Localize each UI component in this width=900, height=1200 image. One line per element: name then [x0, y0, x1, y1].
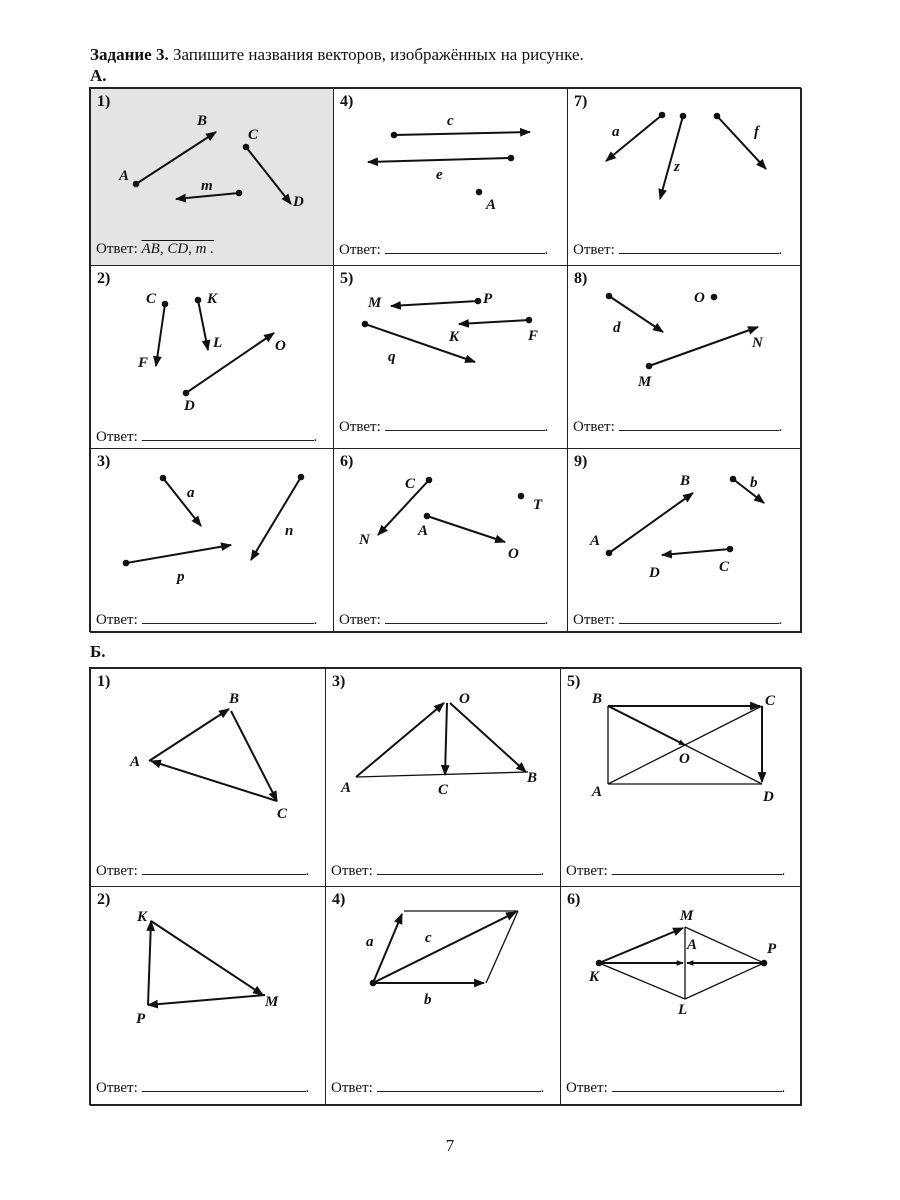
answer-line: Ответ: . — [96, 612, 318, 628]
figure-label: N — [752, 335, 763, 351]
cell-number: 3) — [332, 673, 346, 690]
point-label: A — [119, 168, 130, 184]
vector-line — [394, 132, 530, 135]
cell-number: 2) — [97, 891, 111, 908]
cell-a6 — [333, 448, 568, 633]
vector-line — [599, 928, 683, 963]
cell-a9 — [567, 448, 802, 633]
answer-blank[interactable] — [619, 611, 779, 624]
figure-label: O — [275, 338, 286, 354]
answer-label: Ответ: — [96, 863, 138, 879]
cell-b4 — [325, 886, 561, 1106]
vector-line — [148, 995, 265, 1005]
answer-blank[interactable] — [612, 862, 782, 875]
point-dot — [426, 477, 433, 484]
point-dot — [761, 960, 768, 967]
point-dot — [508, 155, 515, 162]
vector-line — [373, 914, 402, 983]
cell-b3 — [325, 668, 561, 887]
point-dot — [526, 317, 533, 324]
vector-figure — [91, 669, 327, 888]
point-dot — [133, 181, 140, 188]
figure-label: A — [130, 754, 141, 770]
figure-label: D — [184, 398, 195, 414]
figure-label: P — [483, 291, 493, 307]
point-dot — [659, 112, 666, 119]
point-dot — [243, 144, 250, 151]
figure-label: c — [425, 930, 432, 946]
answer-blank[interactable] — [385, 611, 545, 624]
answer-label: Ответ: — [573, 612, 615, 628]
vector-figure — [326, 669, 562, 888]
figure-label: n — [285, 523, 294, 539]
cell-a4 — [333, 88, 568, 266]
point-label: C — [248, 127, 259, 143]
point-dot — [195, 297, 202, 304]
vector-line — [368, 158, 511, 162]
answer-blank[interactable] — [142, 1079, 306, 1092]
answer-line: Ответ: . — [96, 863, 310, 879]
figure-label: M — [638, 374, 652, 390]
point-dot — [714, 113, 721, 120]
vector-line — [373, 912, 516, 983]
answer-line: Ответ: . — [566, 1080, 786, 1096]
answer-label: Ответ: — [339, 612, 381, 628]
cell-a1 — [90, 88, 334, 266]
point-dot — [476, 189, 483, 196]
figure-label: K — [207, 291, 218, 307]
vector-line — [156, 304, 165, 366]
task-title: Задание 3. — [90, 45, 169, 64]
answer-label: Ответ: — [566, 863, 608, 879]
point-dot — [606, 293, 613, 300]
vector-cd — [246, 147, 291, 204]
answer-blank[interactable] — [142, 611, 314, 624]
cell-a7 — [567, 88, 802, 266]
vector-line — [649, 327, 758, 366]
cell-number: 3) — [97, 453, 111, 470]
cell-number: 1) — [97, 673, 111, 690]
answer-line: Ответ: . — [339, 242, 549, 258]
answer-line: Ответ: . — [96, 1080, 310, 1096]
vector-line — [660, 116, 683, 199]
vector-line — [126, 545, 231, 563]
cell-number: 9) — [574, 453, 588, 470]
vector-line — [662, 549, 730, 555]
figure-label: p — [177, 569, 185, 585]
point-dot — [362, 321, 369, 328]
answer-label: Ответ: — [339, 419, 381, 435]
point-dot — [160, 475, 167, 482]
figure-label: A — [592, 784, 603, 800]
figure-label: f — [754, 124, 759, 140]
cell-b2 — [90, 886, 326, 1106]
figure-label: O — [459, 691, 470, 707]
point-dot — [646, 363, 653, 370]
point-dot — [596, 960, 603, 967]
figure-label: K — [449, 329, 460, 345]
figure-label: a — [187, 485, 195, 501]
answer-line — [96, 241, 214, 258]
answer-blank[interactable] — [377, 1079, 541, 1092]
figure-label: L — [213, 335, 223, 351]
answer-line: Ответ: . — [573, 612, 783, 628]
answer-label: Ответ: — [339, 242, 381, 258]
cell-number: 6) — [567, 891, 581, 908]
figure-label: D — [649, 565, 660, 581]
answer-line: Ответ: . — [339, 419, 549, 435]
figure-label: c — [447, 113, 454, 129]
answer-blank[interactable] — [612, 1079, 782, 1092]
answer-label: Ответ: — [331, 863, 373, 879]
vector-figure — [561, 669, 803, 888]
answer-label: Ответ: — [96, 429, 138, 445]
vector-line — [149, 709, 229, 761]
vector-line — [685, 745, 762, 784]
point-dot — [680, 113, 687, 120]
point-dot — [236, 190, 243, 197]
cell-number: 4) — [332, 891, 346, 908]
point-dot — [298, 474, 305, 481]
figure-label: P — [136, 1011, 146, 1027]
vector-figure — [91, 887, 327, 1107]
vector-line — [599, 963, 685, 999]
cell-b5 — [560, 668, 802, 887]
section-b-label: Б. — [90, 642, 106, 661]
figure-label: O — [679, 751, 690, 767]
point-dot — [727, 546, 734, 553]
point-dot — [162, 301, 169, 308]
figure-label: C — [719, 559, 730, 575]
cell-a8 — [567, 265, 802, 449]
point-dot — [730, 476, 737, 483]
vector-line — [151, 761, 277, 801]
cell-number: 5) — [340, 270, 354, 287]
vector-figure — [561, 887, 803, 1107]
figure-label: A — [590, 533, 601, 549]
cell-number: 2) — [97, 270, 111, 287]
figure-label: B — [592, 691, 603, 707]
point-dot — [711, 294, 718, 301]
vector-line — [609, 493, 693, 553]
vector-figure — [326, 887, 562, 1107]
figure-label: N — [359, 532, 370, 548]
answer-blank[interactable] — [385, 418, 545, 431]
figure-label: C — [438, 782, 449, 798]
figure-label: F — [528, 328, 539, 344]
vector-line — [148, 921, 151, 1005]
answer-label: Ответ: — [96, 1080, 138, 1096]
answer-label: Ответ: — [96, 612, 138, 628]
vector-line — [608, 706, 685, 745]
section-a-label: А. — [90, 66, 107, 85]
figure-label: B — [680, 473, 691, 489]
figure-label: M — [265, 994, 279, 1010]
point-label: D — [293, 194, 304, 210]
figure-label: q — [388, 349, 396, 365]
point-label: B — [197, 113, 208, 129]
cell-number: 7) — [574, 93, 588, 110]
answer-blank[interactable] — [142, 862, 306, 875]
cell-a5 — [333, 265, 568, 449]
figure-label: D — [763, 789, 774, 805]
point-dot — [391, 132, 398, 139]
answer-blank[interactable] — [385, 241, 545, 254]
task-instruction: Запишите названия векторов, изображённых на рисунке. — [172, 45, 584, 64]
vector-label: m — [201, 178, 213, 194]
vector-line — [151, 921, 263, 995]
section-b-grid — [89, 667, 801, 1105]
answer-line: Ответ: . — [573, 242, 783, 258]
answer-line: Ответ: . — [96, 429, 318, 445]
figure-label: K — [137, 909, 148, 925]
cell-b1 — [90, 668, 326, 887]
vector-line — [450, 703, 526, 772]
point-dot — [475, 298, 482, 305]
vector-line — [486, 911, 518, 983]
figure-label: C — [405, 476, 416, 492]
task-header — [90, 44, 850, 66]
vector-line — [186, 333, 274, 393]
answer-blank[interactable] — [619, 241, 779, 254]
figure-label: L — [678, 1002, 688, 1018]
figure-label: z — [674, 159, 680, 175]
answer-label: Ответ: — [96, 241, 138, 257]
cell-b6 — [560, 886, 802, 1106]
vector-line — [356, 772, 528, 777]
point-dot — [370, 980, 377, 987]
figure-label: A — [687, 937, 698, 953]
cell-number: 1) — [97, 93, 111, 110]
vector-figure — [334, 449, 569, 634]
vector-line — [427, 516, 505, 542]
answer-line: Ответ: . — [566, 863, 786, 879]
answer-line: Ответ: . — [573, 419, 783, 435]
figure-label: M — [680, 908, 694, 924]
vector-figure — [91, 449, 335, 634]
answer-label: Ответ: — [573, 242, 615, 258]
point-dot — [606, 550, 613, 557]
answer-label: Ответ: — [573, 419, 615, 435]
point-dot — [424, 513, 431, 520]
figure-label: P — [767, 941, 777, 957]
cell-number: 4) — [340, 93, 354, 110]
vector-line — [251, 477, 301, 560]
figure-label: B — [229, 691, 240, 707]
figure-label: M — [368, 295, 382, 311]
vector-figure — [91, 266, 335, 450]
answer-example: AB, CD, m . — [141, 241, 215, 257]
figure-label: C — [765, 693, 776, 709]
vector-line — [356, 703, 444, 777]
figure-label: O — [694, 290, 705, 306]
figure-label: A — [418, 523, 429, 539]
figure-label: a — [366, 934, 374, 950]
vector-line — [445, 703, 447, 775]
answer-label: Ответ: — [331, 1080, 373, 1096]
vector-ab — [136, 132, 216, 184]
vector-line — [198, 300, 208, 350]
answer-blank[interactable] — [142, 428, 314, 441]
answer-label: Ответ: — [566, 1080, 608, 1096]
page-number: 7 — [445, 1136, 455, 1155]
vector-line — [163, 478, 201, 526]
answer-line: Ответ: . — [331, 863, 545, 879]
point-dot — [518, 493, 525, 500]
vector-figure — [568, 449, 803, 634]
figure-label: F — [138, 355, 149, 371]
cell-a3 — [90, 448, 334, 633]
point-dot — [183, 390, 190, 397]
figure-label: K — [589, 969, 600, 985]
figure-label: C — [146, 291, 157, 307]
cell-number: 8) — [574, 270, 588, 287]
answer-line: Ответ: . — [339, 612, 549, 628]
answer-blank[interactable] — [619, 418, 779, 431]
figure-label: e — [436, 167, 443, 183]
section-a-grid — [89, 87, 801, 632]
point-dot — [123, 560, 130, 567]
vector-line — [391, 301, 478, 306]
cell-number: 6) — [340, 453, 354, 470]
figure-label: b — [424, 992, 432, 1008]
answer-blank[interactable] — [377, 862, 541, 875]
figure-label: C — [277, 806, 288, 822]
vector-line — [231, 711, 277, 801]
figure-label: b — [750, 475, 758, 491]
figure-label: a — [612, 124, 620, 140]
cell-number: 5) — [567, 673, 581, 690]
figure-label: d — [613, 320, 621, 336]
vector-line — [733, 479, 764, 503]
figure-label: O — [508, 546, 519, 562]
figure-label: B — [527, 770, 538, 786]
cell-a2 — [90, 265, 334, 449]
figure-label: T — [533, 497, 543, 513]
vector-line — [459, 320, 529, 324]
figure-label: A — [341, 780, 352, 796]
vector-line — [685, 963, 764, 999]
figure-label: A — [486, 197, 497, 213]
answer-line: Ответ: . — [331, 1080, 545, 1096]
